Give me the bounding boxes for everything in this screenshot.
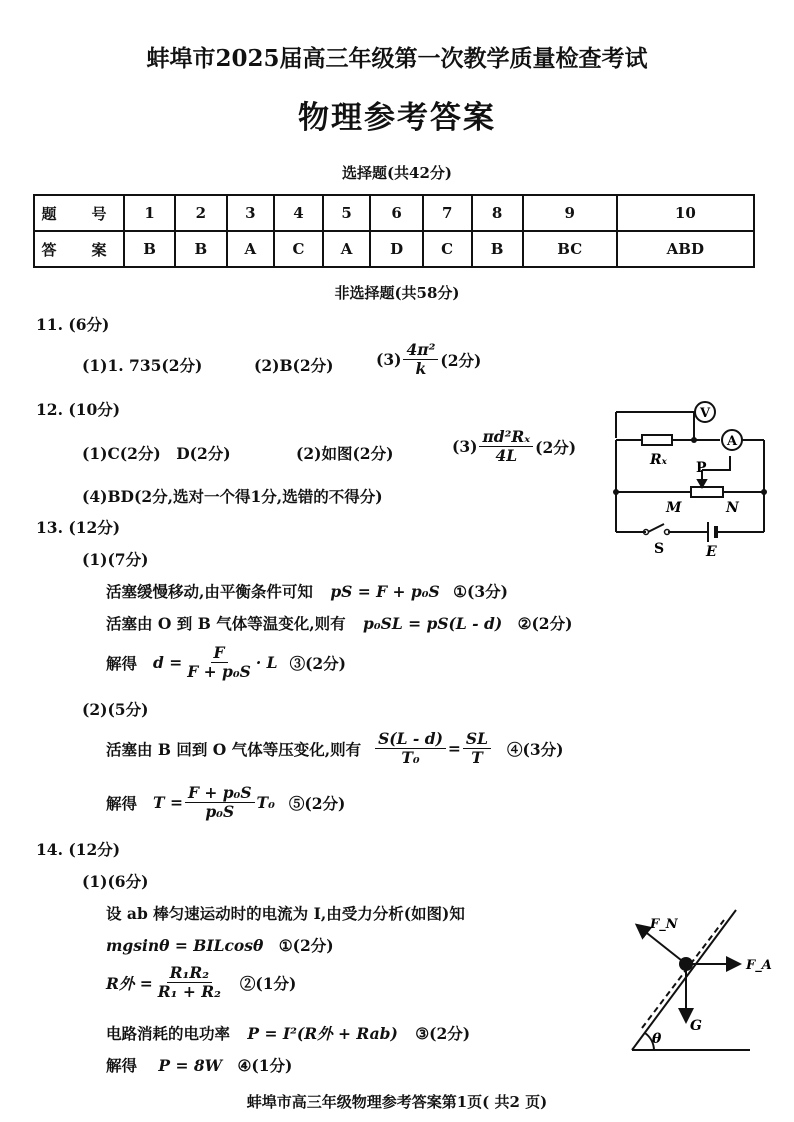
q13-line2-mark: ②(2分) — [517, 614, 573, 633]
q11-part3-prefix: (3) — [376, 350, 402, 370]
table-cell: B — [472, 231, 523, 267]
gravity-label: G — [690, 1018, 702, 1034]
q13-line3-fraction — [184, 644, 254, 681]
q13-line4-numerator-right: SL — [463, 730, 491, 749]
q14-line5-equation: P = 8W — [158, 1056, 223, 1075]
q13-line4-denominator-left: T₀ — [401, 747, 420, 767]
q13-line4-fraction-right — [463, 730, 491, 767]
q13-line2 — [106, 612, 572, 634]
q14-line4-mark: ③(2分) — [415, 1024, 471, 1043]
document-title: 蚌埠市2025届高三年级第一次教学质量检查考试 — [146, 45, 648, 72]
q14-line3-fraction — [155, 964, 224, 1001]
q12-part3-prefix: (3) — [452, 437, 478, 457]
battery-label: E — [706, 544, 717, 560]
q13-line5-tail: T₀ — [256, 793, 275, 813]
q12-part2: (2)如图(2分) — [296, 444, 394, 463]
table-cell: 1 — [124, 195, 175, 231]
q11-fraction-denominator: k — [415, 358, 427, 378]
q13-line4-text: 活塞由 B 回到 O 气体等压变化,则有 — [106, 739, 362, 759]
q11-part3 — [376, 341, 481, 378]
force-diagram — [620, 898, 780, 1058]
q13-line3 — [106, 644, 346, 681]
q13-line5-mark: ⑤(2分) — [288, 793, 346, 813]
table-cell: 2 — [175, 195, 226, 231]
normal-force-label: F_N — [650, 917, 678, 932]
ampere-force-label: F_A — [746, 958, 772, 973]
q14-part1-heading: (1)(6分) — [82, 872, 149, 891]
q14-line3 — [106, 964, 296, 1001]
q11-part3-score: (2分) — [440, 350, 482, 370]
table-cell: 8 — [472, 195, 523, 231]
terminal-m-label: M — [666, 500, 682, 516]
q12-part4: (4)BD(2分,选对一个得1分,选错的不得分) — [82, 487, 383, 506]
q13-line3-mark: ③(2分) — [289, 653, 347, 673]
q14-heading: 14. (12分) — [36, 840, 121, 859]
q14-line5-text: 解得 — [106, 1056, 138, 1075]
q12-heading: 12. (10分) — [36, 400, 121, 419]
table-cell: D — [370, 231, 422, 267]
table-cell: 3 — [227, 195, 275, 231]
terminal-n-label: N — [726, 500, 739, 516]
table-header-cell: 题 号 — [34, 195, 124, 231]
table-cell: C — [274, 231, 323, 267]
q12-fraction-numerator: πd²Rₓ — [479, 428, 533, 447]
q13-line5-text: 解得 — [106, 793, 138, 813]
q13-line5 — [106, 784, 345, 821]
q11-part1: (1)1. 735(2分) — [82, 356, 203, 375]
q14-line4-text: 电路消耗的电功率 — [106, 1024, 231, 1043]
choice-section-heading: 选择题(共42分) — [341, 164, 453, 182]
page-footer: 蚌埠市高三年级物理参考答案第1页( 共2 页) — [246, 1093, 548, 1111]
q11-part2: (2)B(2分) — [254, 356, 334, 375]
q13-line1-equation: pS = F + p₀S — [330, 582, 440, 601]
q14-line4-equation: P = I²(R外 + Rab) — [247, 1024, 398, 1043]
q13-line2-equation: p₀SL = pS(L - d) — [363, 614, 503, 633]
table-cell: 10 — [617, 195, 754, 231]
q13-line2-text: 活塞由 O 到 B 气体等温变化,则有 — [106, 614, 346, 633]
q13-line4-mark: ④(3分) — [507, 739, 564, 759]
q13-part1-heading: (1)(7分) — [82, 550, 149, 569]
table-cell: C — [423, 231, 472, 267]
q12-fraction-denominator: 4L — [495, 445, 518, 465]
q13-line1-mark: ①(3分) — [453, 582, 508, 601]
table-cell: 6 — [370, 195, 422, 231]
q13-line4 — [106, 730, 563, 767]
q13-line3-numerator: F — [211, 644, 228, 663]
q14-line2 — [106, 934, 334, 956]
q13-line5-numerator: F + p₀S — [185, 784, 255, 803]
q11-fraction — [403, 341, 438, 378]
table-row — [34, 195, 754, 231]
table-row — [34, 231, 754, 267]
table-cell: B — [175, 231, 226, 267]
q13-heading: 13. (12分) — [36, 518, 121, 537]
table-cell: 9 — [523, 195, 617, 231]
document-subtitle: 物理参考答案 — [298, 100, 496, 136]
voltmeter-label: V — [699, 406, 711, 421]
q13-line4-equals: = — [447, 739, 461, 759]
table-cell: 4 — [274, 195, 323, 231]
table-cell: 7 — [423, 195, 472, 231]
table-cell: 5 — [323, 195, 371, 231]
q14-line5 — [106, 1054, 292, 1076]
q13-line5-fraction — [185, 784, 255, 821]
table-cell: BC — [523, 231, 617, 267]
table-cell: A — [323, 231, 371, 267]
q14-line3-denominator: R₁ + R₂ — [157, 981, 221, 1001]
nonchoice-section-heading: 非选择题(共58分) — [334, 284, 460, 302]
circuit-diagram — [606, 400, 772, 572]
ammeter-label: A — [726, 434, 738, 449]
q13-line4-fraction-left — [375, 730, 446, 767]
q13-line3-lhs: d = — [153, 653, 183, 673]
table-header-cell: 答 案 — [34, 231, 124, 267]
switch-label: S — [654, 541, 665, 557]
rx-label: Rₓ — [650, 452, 667, 468]
q13-line3-text: 解得 — [106, 653, 138, 673]
q13-line4-numerator-left: S(L - d) — [375, 730, 446, 749]
q12-part3-score: (2分) — [535, 437, 577, 457]
q12-part3 — [452, 428, 576, 465]
q14-line3-numerator: R₁R₂ — [167, 964, 212, 983]
q13-line1 — [106, 580, 508, 602]
q13-line3-denominator: F + p₀S — [187, 661, 251, 681]
q13-line3-tail: · L — [255, 653, 278, 673]
answer-table — [33, 194, 755, 268]
table-cell: B — [124, 231, 175, 267]
q14-line4 — [106, 1022, 470, 1044]
q14-line1: 设 ab 棒匀速运动时的电流为 I,由受力分析(如图)知 — [106, 904, 465, 923]
angle-label: θ — [652, 1031, 662, 1047]
q11-fraction-numerator: 4π² — [403, 341, 438, 360]
q12-part1: (1)C(2分) D(2分) — [82, 444, 231, 463]
q14-line3-lhs: R外 = — [106, 973, 153, 993]
q14-line3-mark: ②(1分) — [239, 973, 297, 993]
q14-line2-equation: mgsinθ = BILcosθ — [106, 936, 264, 955]
q14-line2-mark: ①(2分) — [278, 936, 334, 955]
q12-fraction — [479, 428, 533, 465]
q11-heading: 11. (6分) — [36, 315, 110, 334]
q14-line5-mark: ④(1分) — [237, 1056, 293, 1075]
q13-line5-denominator: p₀S — [205, 801, 235, 821]
slider-p-label: P — [696, 460, 707, 476]
table-cell: A — [227, 231, 275, 267]
q13-part2-heading: (2)(5分) — [82, 700, 149, 719]
table-cell: ABD — [617, 231, 754, 267]
q13-line1-text: 活塞缓慢移动,由平衡条件可知 — [106, 582, 313, 601]
q13-line4-denominator-right: T — [471, 747, 483, 767]
q13-line5-lhs: T = — [153, 793, 183, 813]
